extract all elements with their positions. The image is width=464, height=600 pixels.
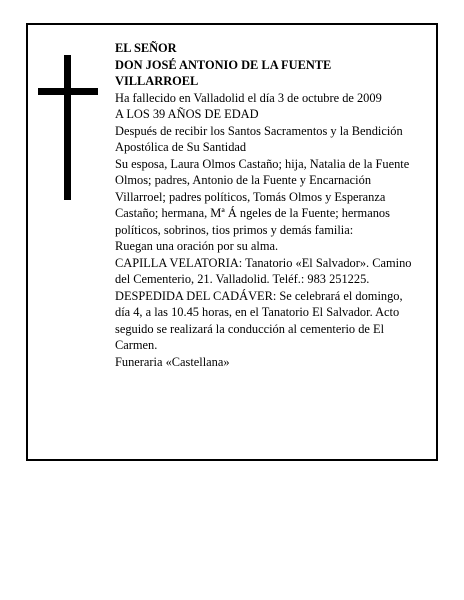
farewell-info: DESPEDIDA DEL CADÁVER: Se celebrará el domingo, día 4, a las 10.45 horas, en el Tanatorio El Salvador. Acto seguido se realizará la conducción al cementerio de El Carmen. [115, 288, 403, 352]
notice-text [115, 40, 415, 370]
sacraments-line: Después de recibir los Santos Sacramentos y la Bendición Apostólica de Su Santidad [115, 123, 403, 154]
age-line: A LOS 39 AÑOS DE EDAD [115, 107, 259, 121]
prayer-line: Ruegan una oración por su alma. [115, 239, 279, 253]
obituary-notice [26, 23, 438, 461]
cross-horizontal-bar [38, 88, 98, 95]
notice-title: EL SEÑOR [115, 41, 177, 55]
deceased-name-line-2: VILLARROEL [115, 74, 199, 88]
family-list: Su esposa, Laura Olmos Castaño; hija, Natalia de la Fuente Olmos; padres, Antonio de la Fuente y Encarnación Villarroel; padres políticos, Tomás Olmos y Esperanza Castaño; hermana, Mª Á ngeles de la Fuente; hermanos políticos, sobrinos, tios primos y demás familia: [115, 156, 410, 237]
cross-icon [38, 55, 98, 200]
chapel-info: CAPILLA VELATORIA: Tanatorio «El Salvador». Camino del Cementerio, 21. Valladolid. Teléf.: 983 251225. [115, 255, 412, 286]
cross-vertical-bar [64, 55, 71, 200]
death-info: Ha fallecido en Valladolid el día 3 de octubre de 2009 [115, 90, 382, 105]
funeral-home: Funeraria «Castellana» [115, 354, 230, 369]
deceased-name-line-1: DON JOSÉ ANTONIO DE LA FUENTE [115, 57, 332, 72]
